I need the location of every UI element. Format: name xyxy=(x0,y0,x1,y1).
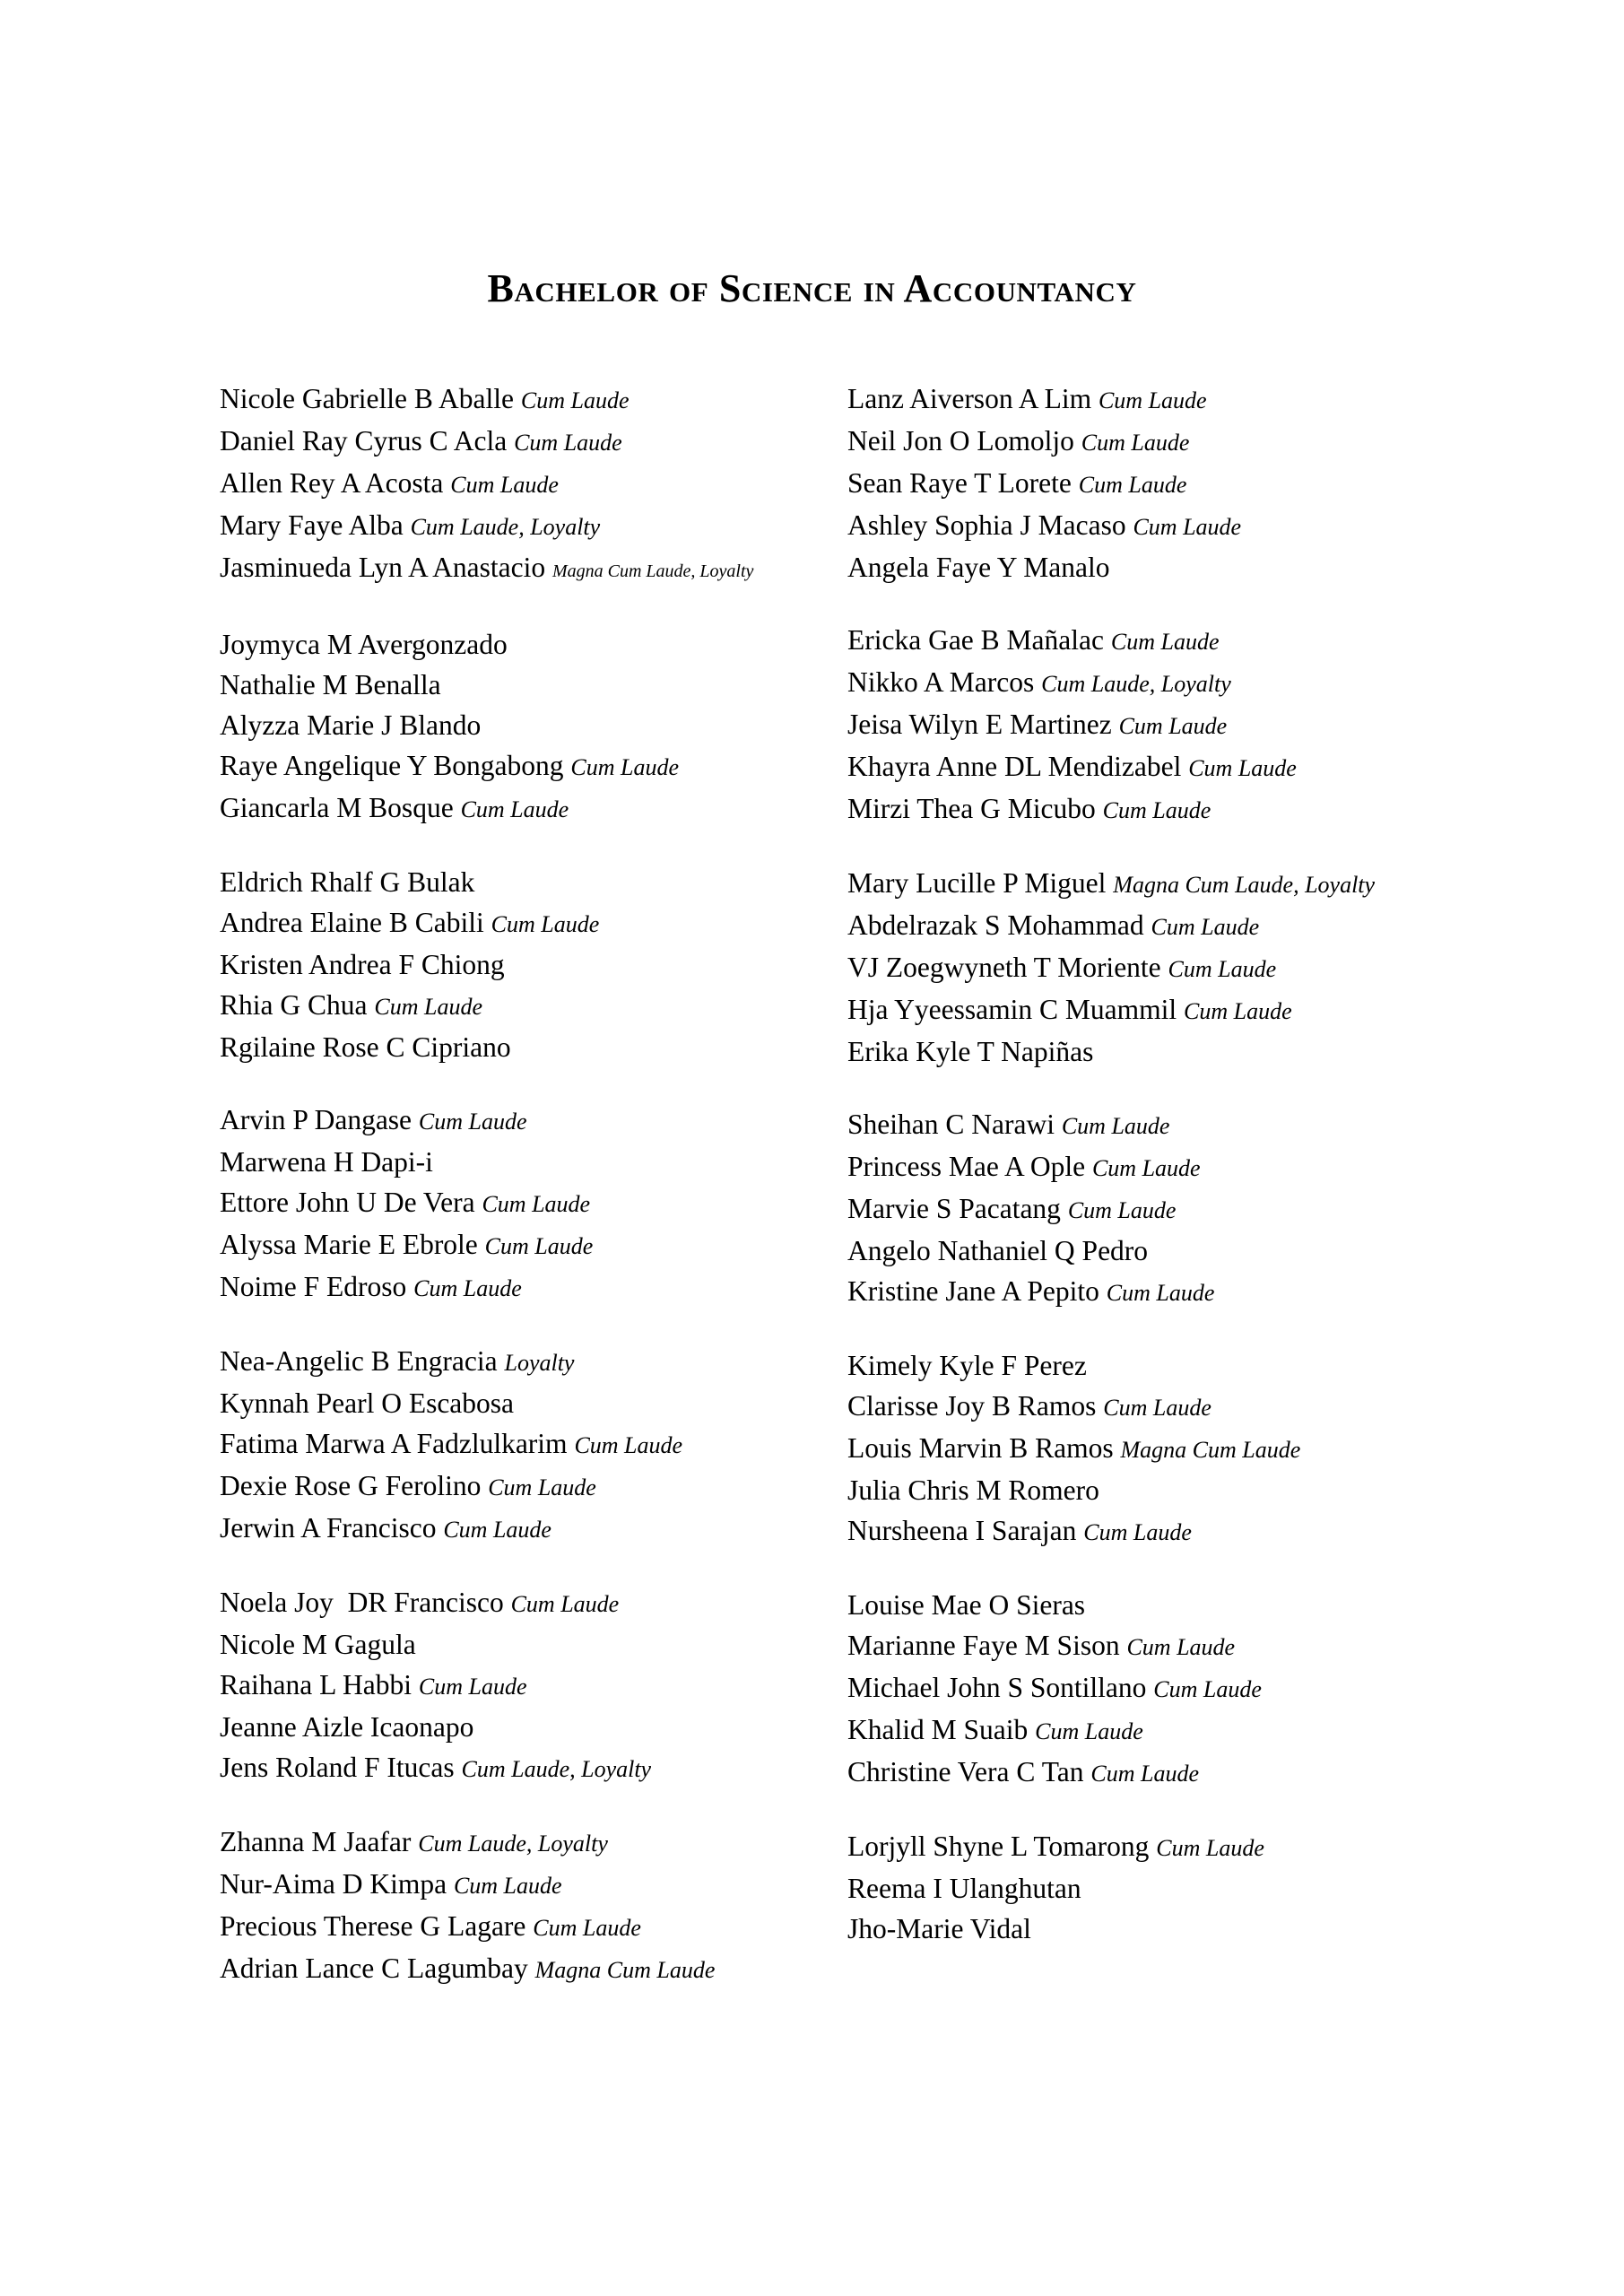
graduate-name: Abdelrazak S Mohammad xyxy=(847,909,1144,941)
graduate-name: Neil Jon O Lomoljo xyxy=(847,425,1074,457)
graduate-group xyxy=(220,1100,847,1309)
graduate-name: Jho-Marie Vidal xyxy=(847,1913,1031,1944)
graduate-name: Dexie Rose G Ferolino xyxy=(220,1470,482,1501)
graduate-entry xyxy=(847,1031,1475,1072)
graduate-group xyxy=(220,624,847,830)
graduate-entry xyxy=(220,1224,847,1266)
graduate-name: Raye Angelique Y Bongabong xyxy=(220,750,564,781)
graduate-honors: Cum Laude xyxy=(574,1432,683,1458)
graduate-entry xyxy=(220,1182,847,1224)
graduate-honors: Cum Laude, Loyalty xyxy=(1041,671,1231,697)
graduate-name: Mary Lucille P Miguel xyxy=(847,867,1107,899)
graduate-name: Nicole Gabrielle B Aballe xyxy=(220,383,515,414)
graduate-name: Fatima Marwa A Fadzlulkarim xyxy=(220,1428,568,1459)
graduate-name: Eldrich Rhalf G Bulak xyxy=(220,866,475,898)
graduate-name: Lanz Aiverson A Lim xyxy=(847,383,1092,414)
graduate-entry xyxy=(220,1624,847,1665)
graduate-honors: Cum Laude xyxy=(1126,1634,1236,1660)
graduate-honors: Cum Laude xyxy=(1078,472,1187,498)
graduate-entry xyxy=(847,788,1475,831)
graduate-entry xyxy=(847,1345,1475,1386)
graduate-name: Arvin P Dangase xyxy=(220,1104,413,1135)
graduate-entry xyxy=(220,547,847,592)
graduate-name: Joymyca M Avergonzado xyxy=(220,629,508,660)
graduate-name: Jens Roland F Itucas xyxy=(220,1752,455,1783)
graduate-name: Nur-Aima D Kimpa xyxy=(220,1868,447,1900)
graduate-entry xyxy=(220,1747,847,1789)
graduate-entry xyxy=(847,947,1475,989)
graduate-honors: Cum Laude xyxy=(413,1275,522,1301)
graduate-honors: Cum Laude xyxy=(1081,430,1190,456)
graduate-honors: Cum Laude xyxy=(1083,1519,1192,1545)
graduate-entry xyxy=(220,1665,847,1707)
graduate-honors: Loyalty xyxy=(504,1350,575,1376)
graduate-name: Nea-Angelic B Engracia xyxy=(220,1345,498,1377)
graduate-honors: Cum Laude xyxy=(520,387,630,413)
graduate-honors: Cum Laude xyxy=(1103,1395,1211,1421)
graduate-name: Nursheena I Sarajan xyxy=(847,1515,1077,1546)
graduate-entry xyxy=(220,1864,847,1906)
graduate-entry xyxy=(847,1386,1475,1428)
graduate-entry xyxy=(847,905,1475,947)
graduate-name: Giancarla M Bosque xyxy=(220,792,454,823)
graduate-entry xyxy=(220,1266,847,1309)
graduate-name: Kynnah Pearl O Escabosa xyxy=(220,1387,515,1419)
graduate-name: Nicole M Gagula xyxy=(220,1629,416,1660)
graduate-entry xyxy=(220,944,847,985)
graduate-honors: Cum Laude xyxy=(484,1233,594,1259)
graduate-name: Alyssa Marie E Ebrole xyxy=(220,1229,478,1260)
graduate-name: Erika Kyle T Napiñas xyxy=(847,1036,1094,1067)
graduate-honors: Cum Laude xyxy=(491,911,600,937)
graduate-honors: Cum Laude xyxy=(460,796,569,822)
graduate-entry xyxy=(220,1027,847,1067)
graduate-name: Daniel Ray Cyrus C Acla xyxy=(220,425,508,457)
graduate-name: Rhia G Chua xyxy=(220,989,368,1021)
graduate-entry xyxy=(220,902,847,944)
graduate-entry xyxy=(220,665,847,705)
graduate-honors: Cum Laude xyxy=(1156,1835,1264,1861)
graduate-entry xyxy=(847,1826,1475,1868)
graduate-honors: Cum Laude xyxy=(1184,998,1292,1024)
graduate-name: Julia Chris M Romero xyxy=(847,1474,1099,1506)
graduate-name: Marwena H Dapi-i xyxy=(220,1146,433,1178)
graduate-entry xyxy=(847,1428,1475,1470)
graduate-name: Adrian Lance C Lagumbay xyxy=(220,1952,528,1984)
graduate-entry xyxy=(220,1423,847,1465)
graduate-group xyxy=(220,1822,847,1990)
graduate-entry xyxy=(847,1188,1475,1231)
graduate-entry xyxy=(847,1709,1475,1752)
graduate-name: Allen Rey A Acosta xyxy=(220,467,444,499)
graduate-honors: Cum Laude xyxy=(482,1191,591,1217)
graduate-name: Zhanna M Jaafar xyxy=(220,1826,412,1857)
graduate-honors: Cum Laude xyxy=(1061,1113,1170,1139)
graduate-honors: Cum Laude xyxy=(443,1517,551,1543)
graduate-entry xyxy=(847,1104,1475,1146)
graduate-name: Marvie S Pacatang xyxy=(847,1193,1061,1224)
graduate-name: Christine Vera C Tan xyxy=(847,1756,1084,1787)
graduate-honors: Cum Laude, Loyalty xyxy=(461,1756,652,1782)
graduate-entry xyxy=(847,463,1475,505)
graduate-entry xyxy=(847,1868,1475,1909)
graduate-name: Khayra Anne DL Mendizabel xyxy=(847,751,1182,782)
graduate-name: Clarisse Joy B Ramos xyxy=(847,1390,1097,1422)
graduate-entry xyxy=(220,1707,847,1747)
graduate-name: Ericka Gae B Mañalac xyxy=(847,624,1104,656)
graduate-honors: Cum Laude, Loyalty xyxy=(418,1831,608,1857)
graduate-honors: Cum Laude xyxy=(1035,1718,1143,1744)
graduate-name: Rgilaine Rose C Cipriano xyxy=(220,1031,511,1063)
graduate-entry xyxy=(847,1625,1475,1667)
graduate-group xyxy=(847,620,1475,831)
graduate-entry xyxy=(220,1822,847,1864)
graduate-honors: Cum Laude xyxy=(1118,713,1228,739)
graduate-entry xyxy=(847,620,1475,662)
left-column xyxy=(220,378,847,1990)
graduate-honors: Cum Laude xyxy=(533,1915,641,1941)
graduate-honors: Cum Laude, Loyalty xyxy=(410,514,601,540)
graduate-name: Louis Marvin B Ramos xyxy=(847,1432,1114,1464)
graduate-honors: Cum Laude xyxy=(1106,1280,1215,1306)
graduate-entry xyxy=(847,1510,1475,1552)
graduate-name: Noime F Edroso xyxy=(220,1271,407,1302)
graduate-name: Hja Yyeessamin C Muammil xyxy=(847,994,1177,1025)
graduate-entry xyxy=(847,1752,1475,1794)
graduate-name: Michael John S Sontillano xyxy=(847,1672,1147,1703)
graduate-entry xyxy=(220,378,847,421)
graduate-group xyxy=(847,1585,1475,1794)
graduate-entry xyxy=(220,1906,847,1948)
graduate-entry xyxy=(220,463,847,505)
graduate-honors: Cum Laude xyxy=(570,754,679,780)
graduate-name: Alyzza Marie J Blando xyxy=(220,709,482,741)
graduate-honors: Magna Cum Laude xyxy=(1120,1437,1301,1463)
graduate-name: Princess Mae A Ople xyxy=(847,1151,1086,1182)
graduate-group xyxy=(220,378,847,592)
graduate-name: Marianne Faye M Sison xyxy=(847,1630,1120,1661)
graduate-name: Mirzi Thea G Micubo xyxy=(847,793,1096,824)
graduate-group xyxy=(847,1104,1475,1313)
graduate-entry xyxy=(847,1146,1475,1188)
graduate-entry xyxy=(220,421,847,463)
graduate-name: Kristine Jane A Pepito xyxy=(847,1275,1099,1307)
graduate-name: Kimely Kyle F Perez xyxy=(847,1350,1087,1381)
graduate-group xyxy=(220,1582,847,1789)
page-title: Bachelor of Science in Accountancy xyxy=(487,266,1137,310)
graduate-group xyxy=(847,863,1475,1072)
graduate-entry xyxy=(220,1582,847,1624)
graduate-group xyxy=(220,862,847,1067)
graduate-honors: Cum Laude xyxy=(374,994,482,1020)
graduate-entry xyxy=(847,989,1475,1031)
graduate-group xyxy=(847,1826,1475,1949)
graduate-name: Kristen Andrea F Chiong xyxy=(220,949,505,980)
graduate-name: Jeanne Aizle Icaonapo xyxy=(220,1711,474,1743)
graduate-honors: Cum Laude xyxy=(453,1873,562,1899)
graduate-honors: Cum Laude xyxy=(510,1591,620,1617)
graduate-entry xyxy=(220,1341,847,1383)
graduate-group xyxy=(847,1345,1475,1552)
graduate-honors: Magna Cum Laude, Loyalty xyxy=(1113,872,1376,898)
graduate-name: Sheihan C Narawi xyxy=(847,1109,1055,1140)
graduate-name: Angelo Nathaniel Q Pedro xyxy=(847,1235,1149,1266)
graduate-honors: Cum Laude xyxy=(514,430,622,456)
graduate-entry xyxy=(220,1508,847,1550)
graduate-entry xyxy=(220,745,847,787)
graduate-honors: Cum Laude xyxy=(1151,914,1260,940)
graduate-entry xyxy=(847,1271,1475,1313)
graduate-list xyxy=(220,378,1475,1990)
graduate-honors: Magna Cum Laude, Loyalty xyxy=(551,561,754,581)
graduate-group xyxy=(220,1341,847,1550)
graduate-entry xyxy=(847,1231,1475,1271)
graduate-honors: Magna Cum Laude xyxy=(534,1957,716,1983)
graduate-honors: Cum Laude xyxy=(1188,755,1297,781)
graduate-honors: Cum Laude xyxy=(1067,1197,1177,1223)
graduate-entry xyxy=(847,505,1475,547)
graduate-honors: Cum Laude xyxy=(1102,797,1211,823)
graduate-name: Jeisa Wilyn E Martinez xyxy=(847,709,1112,740)
graduate-honors: Cum Laude xyxy=(1090,1761,1199,1787)
graduate-entry xyxy=(220,705,847,745)
graduate-entry xyxy=(847,1585,1475,1625)
right-column xyxy=(847,378,1475,1949)
graduate-entry xyxy=(847,547,1475,587)
graduate-entry xyxy=(220,1383,847,1423)
graduate-entry xyxy=(847,1470,1475,1510)
graduate-entry xyxy=(847,1667,1475,1709)
graduate-name: Louise Mae O Sieras xyxy=(847,1589,1086,1621)
graduate-entry xyxy=(847,378,1475,421)
graduate-entry xyxy=(847,662,1475,704)
graduate-honors: Cum Laude xyxy=(418,1109,527,1135)
graduate-entry xyxy=(847,863,1475,905)
graduate-entry xyxy=(220,1465,847,1508)
graduate-entry xyxy=(220,1142,847,1182)
graduate-name: Reema I Ulanghutan xyxy=(847,1873,1081,1904)
graduate-name: Jerwin A Francisco xyxy=(220,1512,437,1544)
graduate-name: Andrea Elaine B Cabili xyxy=(220,907,484,938)
graduate-name: Nathalie M Benalla xyxy=(220,669,441,700)
graduate-name: Raihana L Habbi xyxy=(220,1669,413,1700)
graduate-name: Nikko A Marcos xyxy=(847,666,1035,698)
graduate-name: Precious Therese G Lagare xyxy=(220,1910,526,1942)
graduate-name: Sean Raye T Lorete xyxy=(847,467,1072,499)
graduate-entry xyxy=(220,787,847,830)
graduate-entry xyxy=(847,421,1475,463)
graduate-name: Angela Faye Y Manalo xyxy=(847,552,1110,583)
graduate-entry xyxy=(220,505,847,547)
graduate-honors: Cum Laude xyxy=(1091,1155,1201,1181)
graduate-honors: Cum Laude xyxy=(1153,1676,1262,1702)
graduate-honors: Cum Laude xyxy=(450,472,559,498)
graduate-honors: Cum Laude xyxy=(488,1474,596,1500)
graduate-entry xyxy=(220,1948,847,1990)
graduate-entry xyxy=(847,1909,1475,1949)
graduate-entry xyxy=(220,862,847,902)
graduate-name: Ashley Sophia J Macaso xyxy=(847,509,1126,541)
graduate-name: Jasminueda Lyn A Anastacio xyxy=(220,552,546,583)
graduate-honors: Cum Laude xyxy=(1168,956,1277,982)
graduate-entry xyxy=(220,624,847,665)
graduate-name: Mary Faye Alba xyxy=(220,509,404,541)
graduate-name: VJ Zoegwyneth T Moriente xyxy=(847,952,1161,983)
graduate-group xyxy=(847,378,1475,587)
graduate-honors: Cum Laude xyxy=(1133,514,1242,540)
graduate-name: Ettore John U De Vera xyxy=(220,1187,475,1218)
graduate-honors: Cum Laude xyxy=(1098,387,1207,413)
graduate-entry xyxy=(220,985,847,1027)
graduate-name: Noela Joy DR Francisco xyxy=(220,1587,504,1618)
graduate-name: Khalid M Suaib xyxy=(847,1714,1029,1745)
graduate-honors: Cum Laude xyxy=(1110,629,1220,655)
graduate-name: Lorjyll Shyne L Tomarong xyxy=(847,1831,1150,1862)
graduate-entry xyxy=(847,704,1475,746)
graduate-entry xyxy=(220,1100,847,1142)
graduate-entry xyxy=(847,746,1475,788)
graduate-honors: Cum Laude xyxy=(418,1674,527,1700)
